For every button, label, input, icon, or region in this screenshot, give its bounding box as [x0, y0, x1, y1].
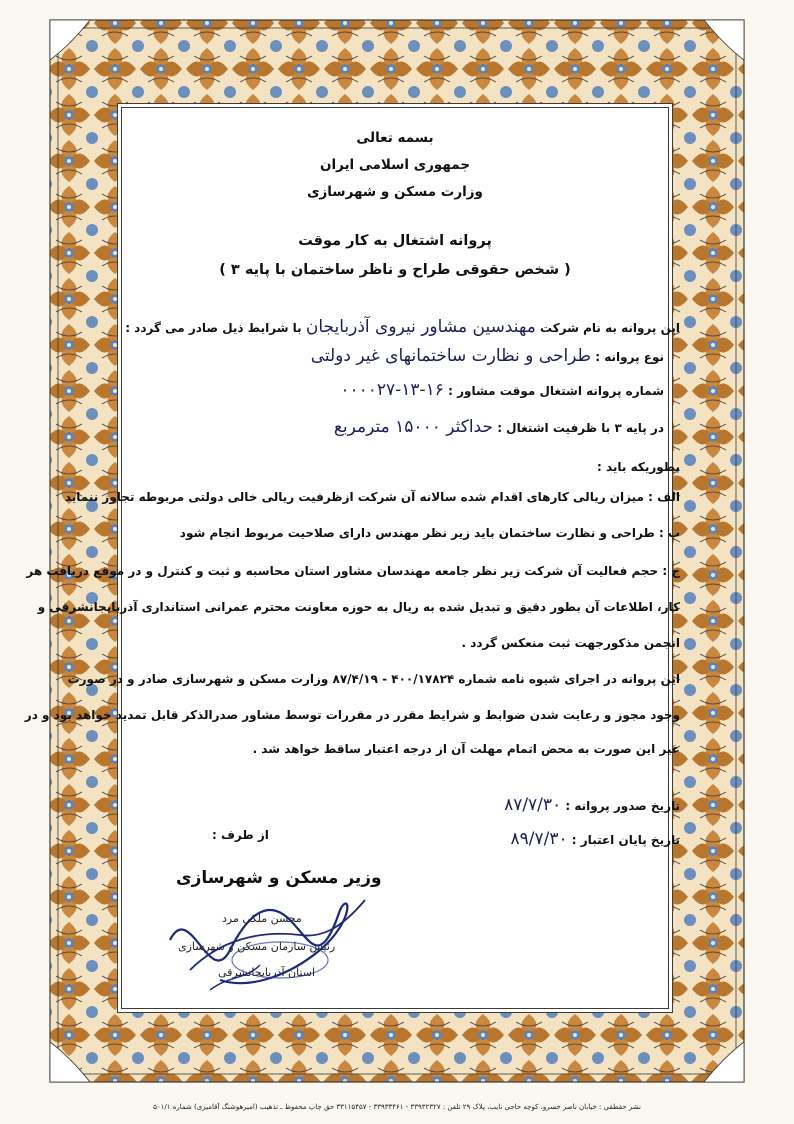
- intro-prefix: این پروانه به نام شرکت: [540, 321, 680, 335]
- capacity-row: [334, 418, 664, 437]
- license-number-row: [340, 381, 664, 400]
- expiry-date-row: [511, 830, 681, 849]
- issue-date-label: تاریخ صدور پروانه :: [565, 799, 680, 813]
- notice-line3: غیر این صورت به محض اتمام مهلت آن از درجه اعتبار ساقط خواهد شد .: [252, 742, 680, 756]
- minister-title: وزیر مسکن و شهرسازی: [176, 868, 382, 888]
- certificate-subtitle: ( شخص حقوقی طراح و ناظر ساختمان با پایه ۳ ): [219, 262, 571, 278]
- expiry-date-value: ۸۹/۷/۳۰: [510, 829, 568, 849]
- expiry-date-label: تاریخ پایان اعتبار :: [571, 833, 680, 847]
- intro-suffix: با شرایط ذیل صادر می گردد :: [125, 321, 302, 335]
- basmala: بسمه تعالی: [356, 130, 434, 146]
- license-number-label: شماره پروانه اشتغال موقت مشاور :: [448, 384, 664, 398]
- signatory-province: استان آذربایجانشرقی: [218, 966, 316, 979]
- condition-c-line3: انجمن مذکورجهت ثبت منعکس گردد .: [461, 636, 680, 650]
- condition-a: الف : میزان ریالی کارهای اقدام شده سالانه آن شرکت ازظرفیت ریالی خالی دولتی مربوطه تجاوز ننماید: [64, 490, 680, 504]
- on-behalf-label: از طرف :: [212, 828, 269, 842]
- license-type-value: طراحی و نظارت ساختمانهای غیر دولتی: [310, 346, 592, 366]
- signatory-name: محسن ملکی مرد: [222, 912, 302, 925]
- certificate-title: پروانه اشتغال به کار موقت: [298, 233, 492, 249]
- conditions-heading: بطوریکه باید :: [597, 460, 680, 474]
- license-type-label: نوع پروانه :: [595, 350, 664, 364]
- handwritten-signature: [150, 880, 380, 1010]
- condition-c-line1: ج : حجم فعالیت آن شرکت زیر نظر جامعه مهندسان مشاور استان محاسبه و ثبت و کنترل و در موقع دریافت هر: [26, 564, 680, 578]
- license-number-value: ۱۶-۱۳-۰۰۰۰۲۷: [340, 380, 444, 400]
- signatory-role: رئیس سازمان مسکن و شهرسازی: [178, 940, 336, 953]
- notice-line1: این پروانه در اجرای شیوه نامه شماره ۴۰۰/۱۷۸۲۴ - ۸۷/۴/۱۹ وزارت مسکن و شهرسازی صادر و در صورت: [67, 672, 680, 686]
- company-name: مهندسین مشاور نیروی آذربایجان: [305, 317, 536, 337]
- country-name: جمهوری اسلامی ایران: [319, 157, 471, 173]
- printer-footer: نشر حقطقی : خیابان ناصر خسرو، کوچه حاجی نایب، پلاک ۲۹ تلفن : ۳۳۹۳۲۳۲۷ - ۳۳۹۳۳۴۶۱ - ۳۳۱۱۵۴۵۷ حق چاپ محفوظ ـ تذهیب (امیرهوشنگ آقامیری) شماره ۵۰۱/۱: [153, 1103, 641, 1111]
- condition-b: ب : طراحی و نظارت ساختمان باید زیر نظر مهندس دارای صلاحیت مربوط انجام شود: [179, 526, 680, 540]
- intro-line: [125, 318, 680, 337]
- capacity-label: در پایه ۳ با ظرفیت اشتغال :: [497, 421, 664, 435]
- issue-date-row: [504, 796, 680, 815]
- notice-line2: وجود مجوز و رعایت شدن ضوابط و شرایط مقرر در مقررات توسط مشاور صدرالذکر قابل تمدید خواهد بود و در: [24, 708, 680, 722]
- ministry-name: وزارت مسکن و شهرسازی: [307, 184, 483, 200]
- capacity-value: حداکثر ۱۵۰۰۰ مترمربع: [333, 417, 493, 437]
- license-type-row: [311, 347, 664, 366]
- condition-c-line2: کار، اطلاعات آن بطور دقیق و تبدیل شده به ریال به حوزه معاونت محترم عمرانی استانداری آذربایجانشرقی و: [37, 600, 680, 614]
- issue-date-value: ۸۷/۷/۳۰: [504, 795, 562, 815]
